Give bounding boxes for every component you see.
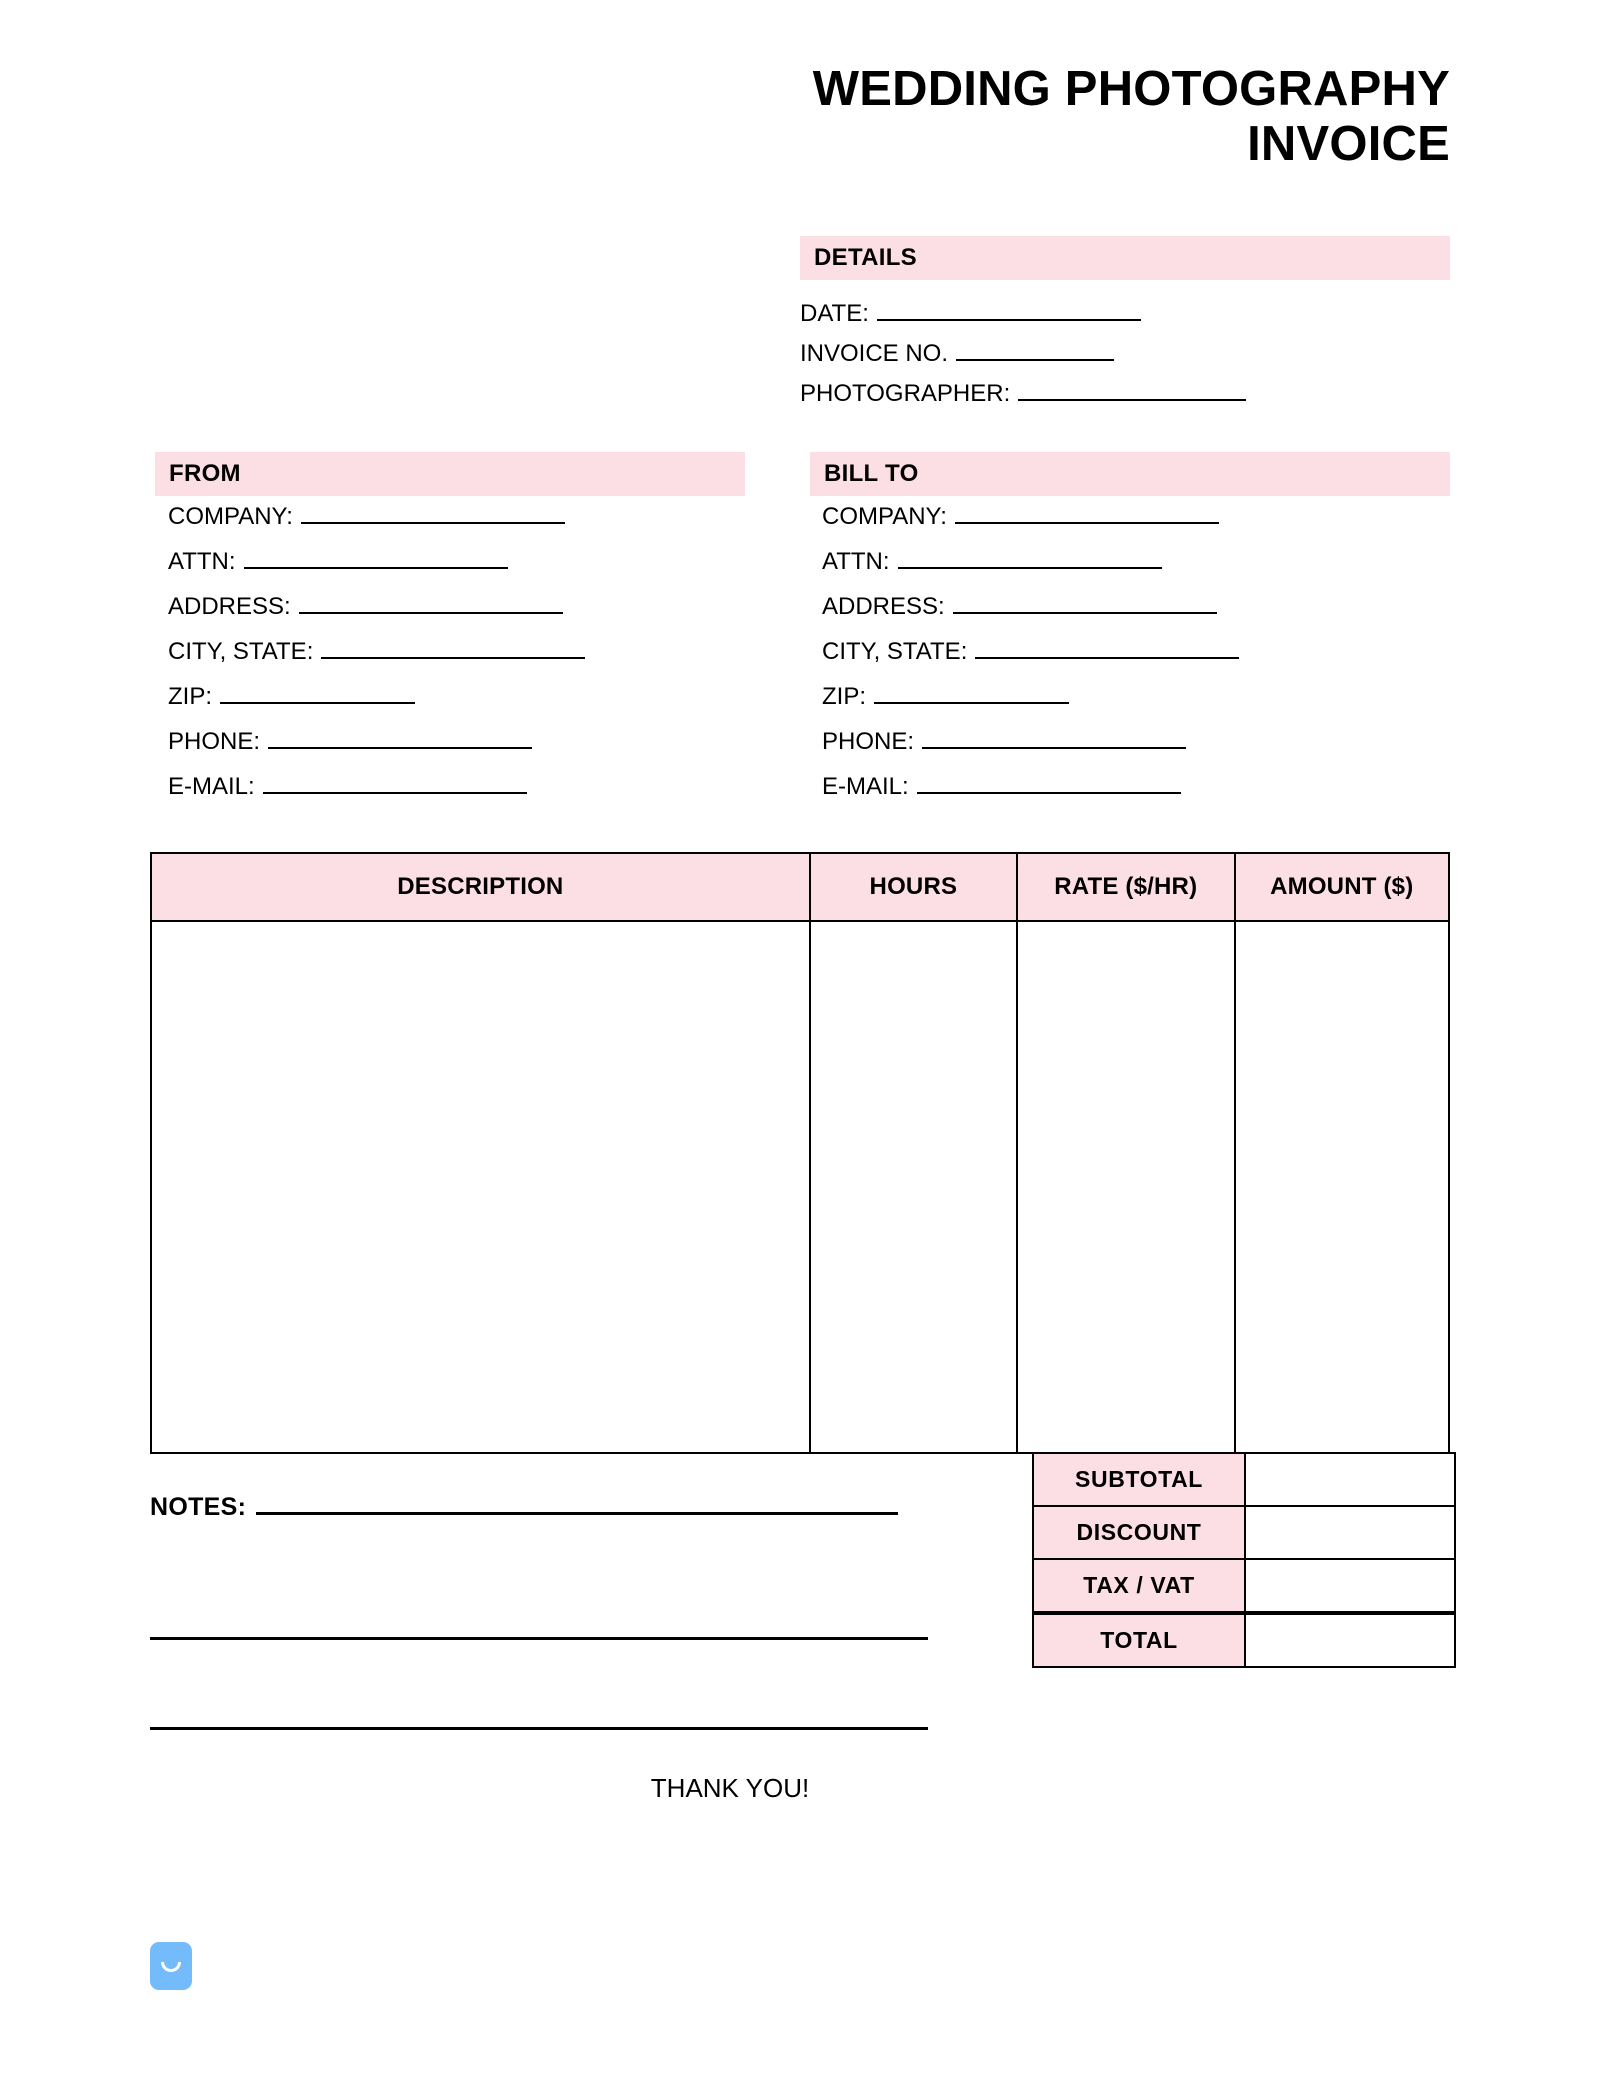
field-input-line[interactable] bbox=[220, 683, 415, 704]
from-field-phone[interactable] bbox=[168, 728, 532, 756]
field-label: CITY, STATE: bbox=[168, 638, 314, 665]
field-input-line[interactable] bbox=[953, 593, 1217, 614]
billto-field-company[interactable] bbox=[822, 503, 1219, 531]
totals-label-subtotal: SUBTOTAL bbox=[1033, 1453, 1245, 1506]
field-label: DATE: bbox=[800, 300, 869, 327]
field-label: INVOICE NO. bbox=[800, 340, 949, 367]
field-input-line[interactable] bbox=[917, 773, 1181, 794]
details-field-date[interactable] bbox=[800, 300, 1141, 328]
totals-row-tax bbox=[1033, 1559, 1455, 1613]
billto-field-city-state[interactable] bbox=[822, 638, 1239, 666]
field-input-line[interactable] bbox=[263, 773, 527, 794]
billto-field-zip[interactable] bbox=[822, 683, 1069, 711]
totals-value-tax[interactable] bbox=[1245, 1559, 1455, 1613]
cell-rate[interactable] bbox=[1017, 921, 1235, 1453]
details-section-header bbox=[800, 236, 1450, 280]
table-header-row bbox=[151, 853, 1449, 921]
totals-table bbox=[1032, 1452, 1456, 1668]
cell-amount[interactable] bbox=[1235, 921, 1449, 1453]
field-label: E-MAIL: bbox=[168, 773, 255, 800]
totals-row-total bbox=[1033, 1613, 1455, 1667]
from-field-city-state[interactable] bbox=[168, 638, 585, 666]
field-input-line[interactable] bbox=[299, 593, 563, 614]
billto-heading: BILL TO bbox=[824, 460, 919, 487]
from-heading: FROM bbox=[169, 460, 241, 487]
details-heading: DETAILS bbox=[814, 244, 917, 271]
field-label: ATTN: bbox=[822, 548, 890, 575]
totals-value-total[interactable] bbox=[1245, 1613, 1455, 1667]
page-title bbox=[700, 62, 1450, 173]
line-items-table bbox=[150, 852, 1450, 1454]
cell-hours[interactable] bbox=[810, 921, 1017, 1453]
title-line-1: WEDDING PHOTOGRAPHY bbox=[812, 62, 1450, 116]
smile-arc-icon bbox=[161, 1962, 181, 1972]
field-label: CITY, STATE: bbox=[822, 638, 968, 665]
billto-field-email[interactable] bbox=[822, 773, 1181, 801]
from-field-zip[interactable] bbox=[168, 683, 415, 711]
from-field-company[interactable] bbox=[168, 503, 565, 531]
thank-you-text: THANK YOU! bbox=[650, 1773, 810, 1803]
totals-label-discount: DISCOUNT bbox=[1033, 1506, 1245, 1559]
smiley-square-logo-icon bbox=[150, 1942, 192, 1990]
field-label: COMPANY: bbox=[168, 503, 293, 530]
billto-field-address[interactable] bbox=[822, 593, 1217, 621]
field-label: PHOTOGRAPHER: bbox=[800, 380, 1011, 407]
notes-input-line-2[interactable] bbox=[150, 1637, 928, 1640]
field-input-line[interactable] bbox=[301, 503, 565, 524]
totals-value-discount[interactable] bbox=[1245, 1506, 1455, 1559]
field-input-line[interactable] bbox=[874, 683, 1069, 704]
billto-field-attn[interactable] bbox=[822, 548, 1162, 576]
field-input-line[interactable] bbox=[922, 728, 1186, 749]
field-label: ADDRESS: bbox=[168, 593, 291, 620]
totals-label-tax: TAX / VAT bbox=[1033, 1559, 1245, 1613]
notes-input-line-3[interactable] bbox=[150, 1727, 928, 1730]
field-input-line[interactable] bbox=[955, 503, 1219, 524]
totals-row-subtotal bbox=[1033, 1453, 1455, 1506]
field-input-line[interactable] bbox=[268, 728, 532, 749]
column-header-description: DESCRIPTION bbox=[151, 853, 810, 921]
totals-value-subtotal[interactable] bbox=[1245, 1453, 1455, 1506]
field-input-line[interactable] bbox=[956, 340, 1114, 361]
field-input-line[interactable] bbox=[244, 548, 508, 569]
from-field-email[interactable] bbox=[168, 773, 527, 801]
column-header-rate: RATE ($/HR) bbox=[1017, 853, 1235, 921]
column-header-hours: HOURS bbox=[810, 853, 1017, 921]
field-label: PHONE: bbox=[168, 728, 261, 755]
field-input-line[interactable] bbox=[898, 548, 1162, 569]
field-input-line[interactable] bbox=[975, 638, 1239, 659]
field-label: ZIP: bbox=[168, 683, 213, 710]
field-label: ATTN: bbox=[168, 548, 236, 575]
billto-field-phone[interactable] bbox=[822, 728, 1186, 756]
from-section-header bbox=[155, 452, 745, 496]
title-line-2: INVOICE bbox=[1247, 117, 1450, 172]
from-field-address[interactable] bbox=[168, 593, 563, 621]
totals-label-total: TOTAL bbox=[1033, 1613, 1245, 1667]
from-field-attn[interactable] bbox=[168, 548, 508, 576]
field-input-line[interactable] bbox=[877, 300, 1141, 321]
column-header-amount: AMOUNT ($) bbox=[1235, 853, 1449, 921]
field-label: COMPANY: bbox=[822, 503, 947, 530]
field-label: ADDRESS: bbox=[822, 593, 945, 620]
field-input-line[interactable] bbox=[321, 638, 585, 659]
field-label: ZIP: bbox=[822, 683, 867, 710]
details-field-photographer[interactable] bbox=[800, 380, 1246, 408]
notes-label: NOTES: bbox=[150, 1493, 247, 1521]
table-body-row bbox=[151, 921, 1449, 1453]
field-input-line[interactable] bbox=[1018, 380, 1246, 401]
field-label: PHONE: bbox=[822, 728, 915, 755]
totals-row-discount bbox=[1033, 1506, 1455, 1559]
notes-input-line-1[interactable] bbox=[256, 1492, 898, 1515]
notes-field[interactable] bbox=[150, 1492, 898, 1522]
details-field-invoice-no[interactable] bbox=[800, 340, 1114, 368]
field-label: E-MAIL: bbox=[822, 773, 909, 800]
cell-description[interactable] bbox=[151, 921, 810, 1453]
billto-section-header bbox=[810, 452, 1450, 496]
